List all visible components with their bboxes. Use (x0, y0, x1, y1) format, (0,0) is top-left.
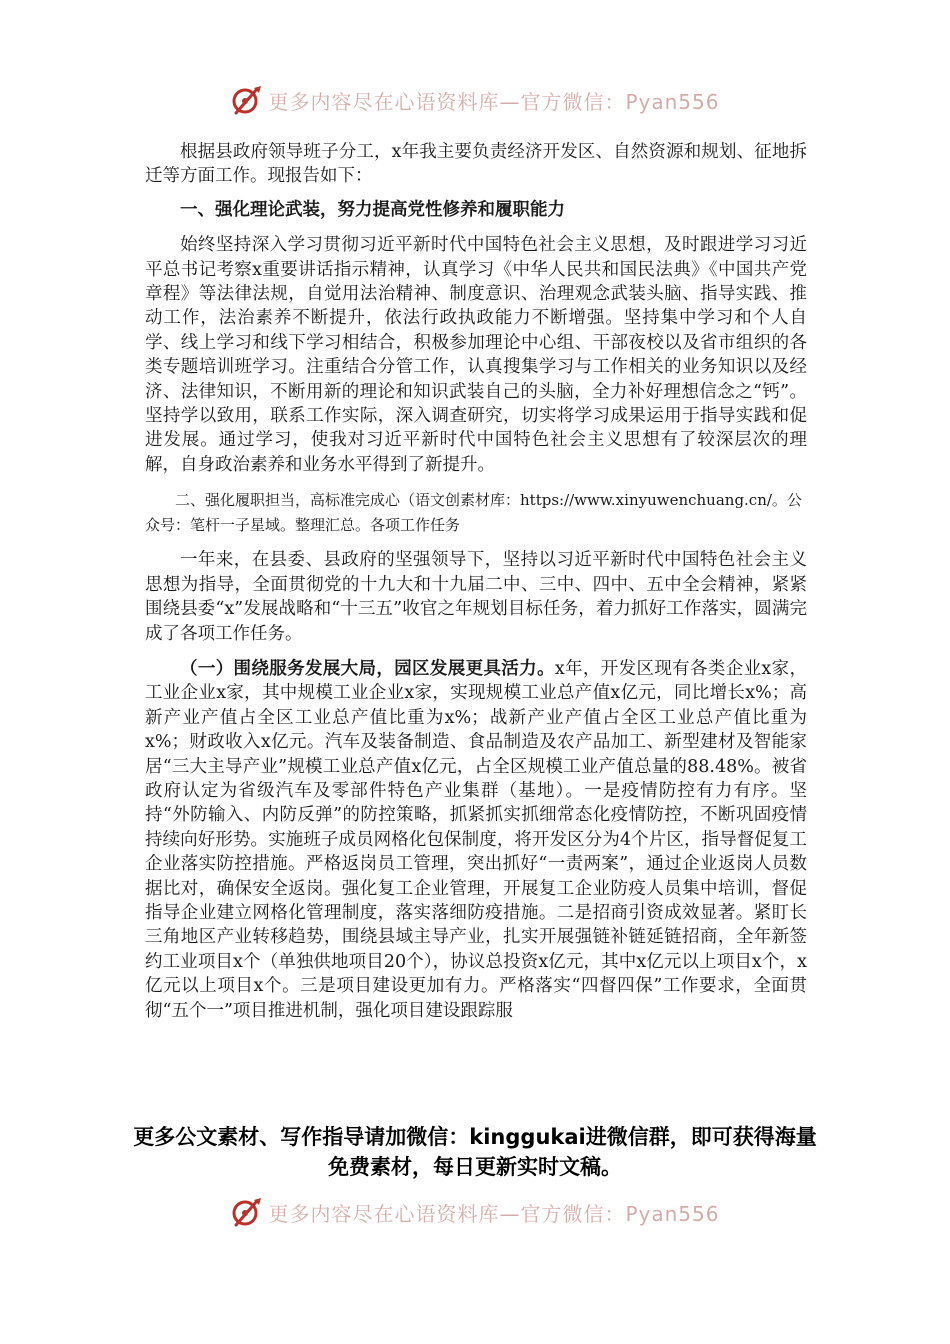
section-2-paragraph: 一年来，在县委、县政府的坚强领导下，坚持以习近平新时代中国特色社会主义思想为指导，全面贯彻党的十九大和十九届二中、三中、四中、五中全会精神，紧紧围绕县委“x”发展战略和“十三五”收官之年规划目标任务，着力抓好工作落实，圆满完成了各项工作任务。 (145, 550, 807, 644)
section-1-paragraph: 始终坚持深入学习贯彻习近平新时代中国特色社会主义思想，及时跟进学习习近平总书记考察x重要讲话指示精神，认真学习《中华人民共和国民法典》《中国共产党章程》等法律法规，自觉用法治精神、制度意识、治理观念武装头脑、指导实践、推动工作，法治素养不断提升，依法行政执政能力不断增强。坚持集中学习和个人自学、线上学习和线下学习相结合，积极参加理论中心组、干部夜校以及省市组织的各类专题培训班学习。注重结合分管工作，认真搜集学习与工作相关的业务知识以及经济、法律知识，不断用新的理论和知识武装自己的头脑，全力补好理想信念之“钙”。坚持学以致用，联系工作实际，深入调查研究，切实将学习成果运用于指导实践和促进发展。通过学习，使我对习近平新时代中国特色社会主义思想有了较深层次的理解，自身政治素养和业务水平得到了新提升。 (145, 235, 807, 475)
intro-paragraph: 根据县政府领导班子分工，x年我主要负责经济开发区、自然资源和规划、征地拆迁等方面工作。现报告如下： (145, 142, 807, 187)
subsection-1-text: x年，开发区现有各类企业x家，工业企业x家，其中规模工业企业x家，实现规模工业总产值x亿元，同比增长x%；高新产业产值占全区工业总产值比重为x%；战新产业产值占全区工业总产值比重为x%；财政收入x亿元。汽车及装备制造、食品制造及农产品加工、新型建材及智能家居“三大主导产业”规模工业总产值x亿元，占全区规模工业产值总量的88.48%。被省政府认定为省级汽车及零部件特色产业集群（基地）。一是疫情防控有力有序。坚持“外防输入、内防反弹”的防控策略，抓紧抓实抓细常态化疫情防控，不断巩固疫情持续向好形势。实施班子成员网格化包保制度，将开发区分为4个片区，指导督促复工企业落实防控措施。严格返岗员工管理，突出抓好“一责两案”，通过企业返岗人员数据比对，确保安全返岗。强化复工企业管理，开展复工企业防疫人员集中培训，督促指导企业建立网格化管理制度，落实落细防疫措施。二是招商引资成效显著。紧盯长三角地区产业转移趋势，围绕县域主导产业，扎实开展强链补链延链招商，全年新签约工业项目x个（单独供地项目20个），协议总投资x亿元，其中x亿元以上项目x个，x亿元以上项目x个。三是项目建设更加有力。严格落实“四督四保”工作要求，全面贯彻“五个一”项目推进机制，强化项目建设跟踪服 (145, 658, 807, 1021)
header-banner-text: 更多内容尽在心语资料库—官方微信：Pyan556 (268, 89, 720, 114)
header-banner (0, 80, 950, 120)
section-2-heading: 二、强化履职担当，高标准完成心（语文创素材库：https://www.xinyuwenchuang.cn/。公众号：笔杆一子星域。整理汇总。各项工作任务 (145, 491, 802, 534)
subsection-1-heading: （一）围绕服务发展大局，园区发展更具活力。 (180, 658, 555, 679)
section-1-heading: 一、强化理论武装，努力提高党性修养和履职能力 (180, 199, 565, 220)
document-body (145, 140, 807, 1023)
red-circle-pen-logo-icon (230, 83, 264, 117)
subsection-1-paragraph (145, 657, 807, 1023)
wechat-notice: 更多公文素材、写作指导请加微信：kinggukai进微信群，即可获得海量免费素材，每日更新实时文稿。 (133, 1125, 817, 1179)
footer-banner (0, 1192, 950, 1232)
footer-banner-text: 更多内容尽在心语资料库—官方微信：Pyan556 (268, 1201, 720, 1226)
red-circle-pen-logo-icon (230, 1195, 264, 1229)
